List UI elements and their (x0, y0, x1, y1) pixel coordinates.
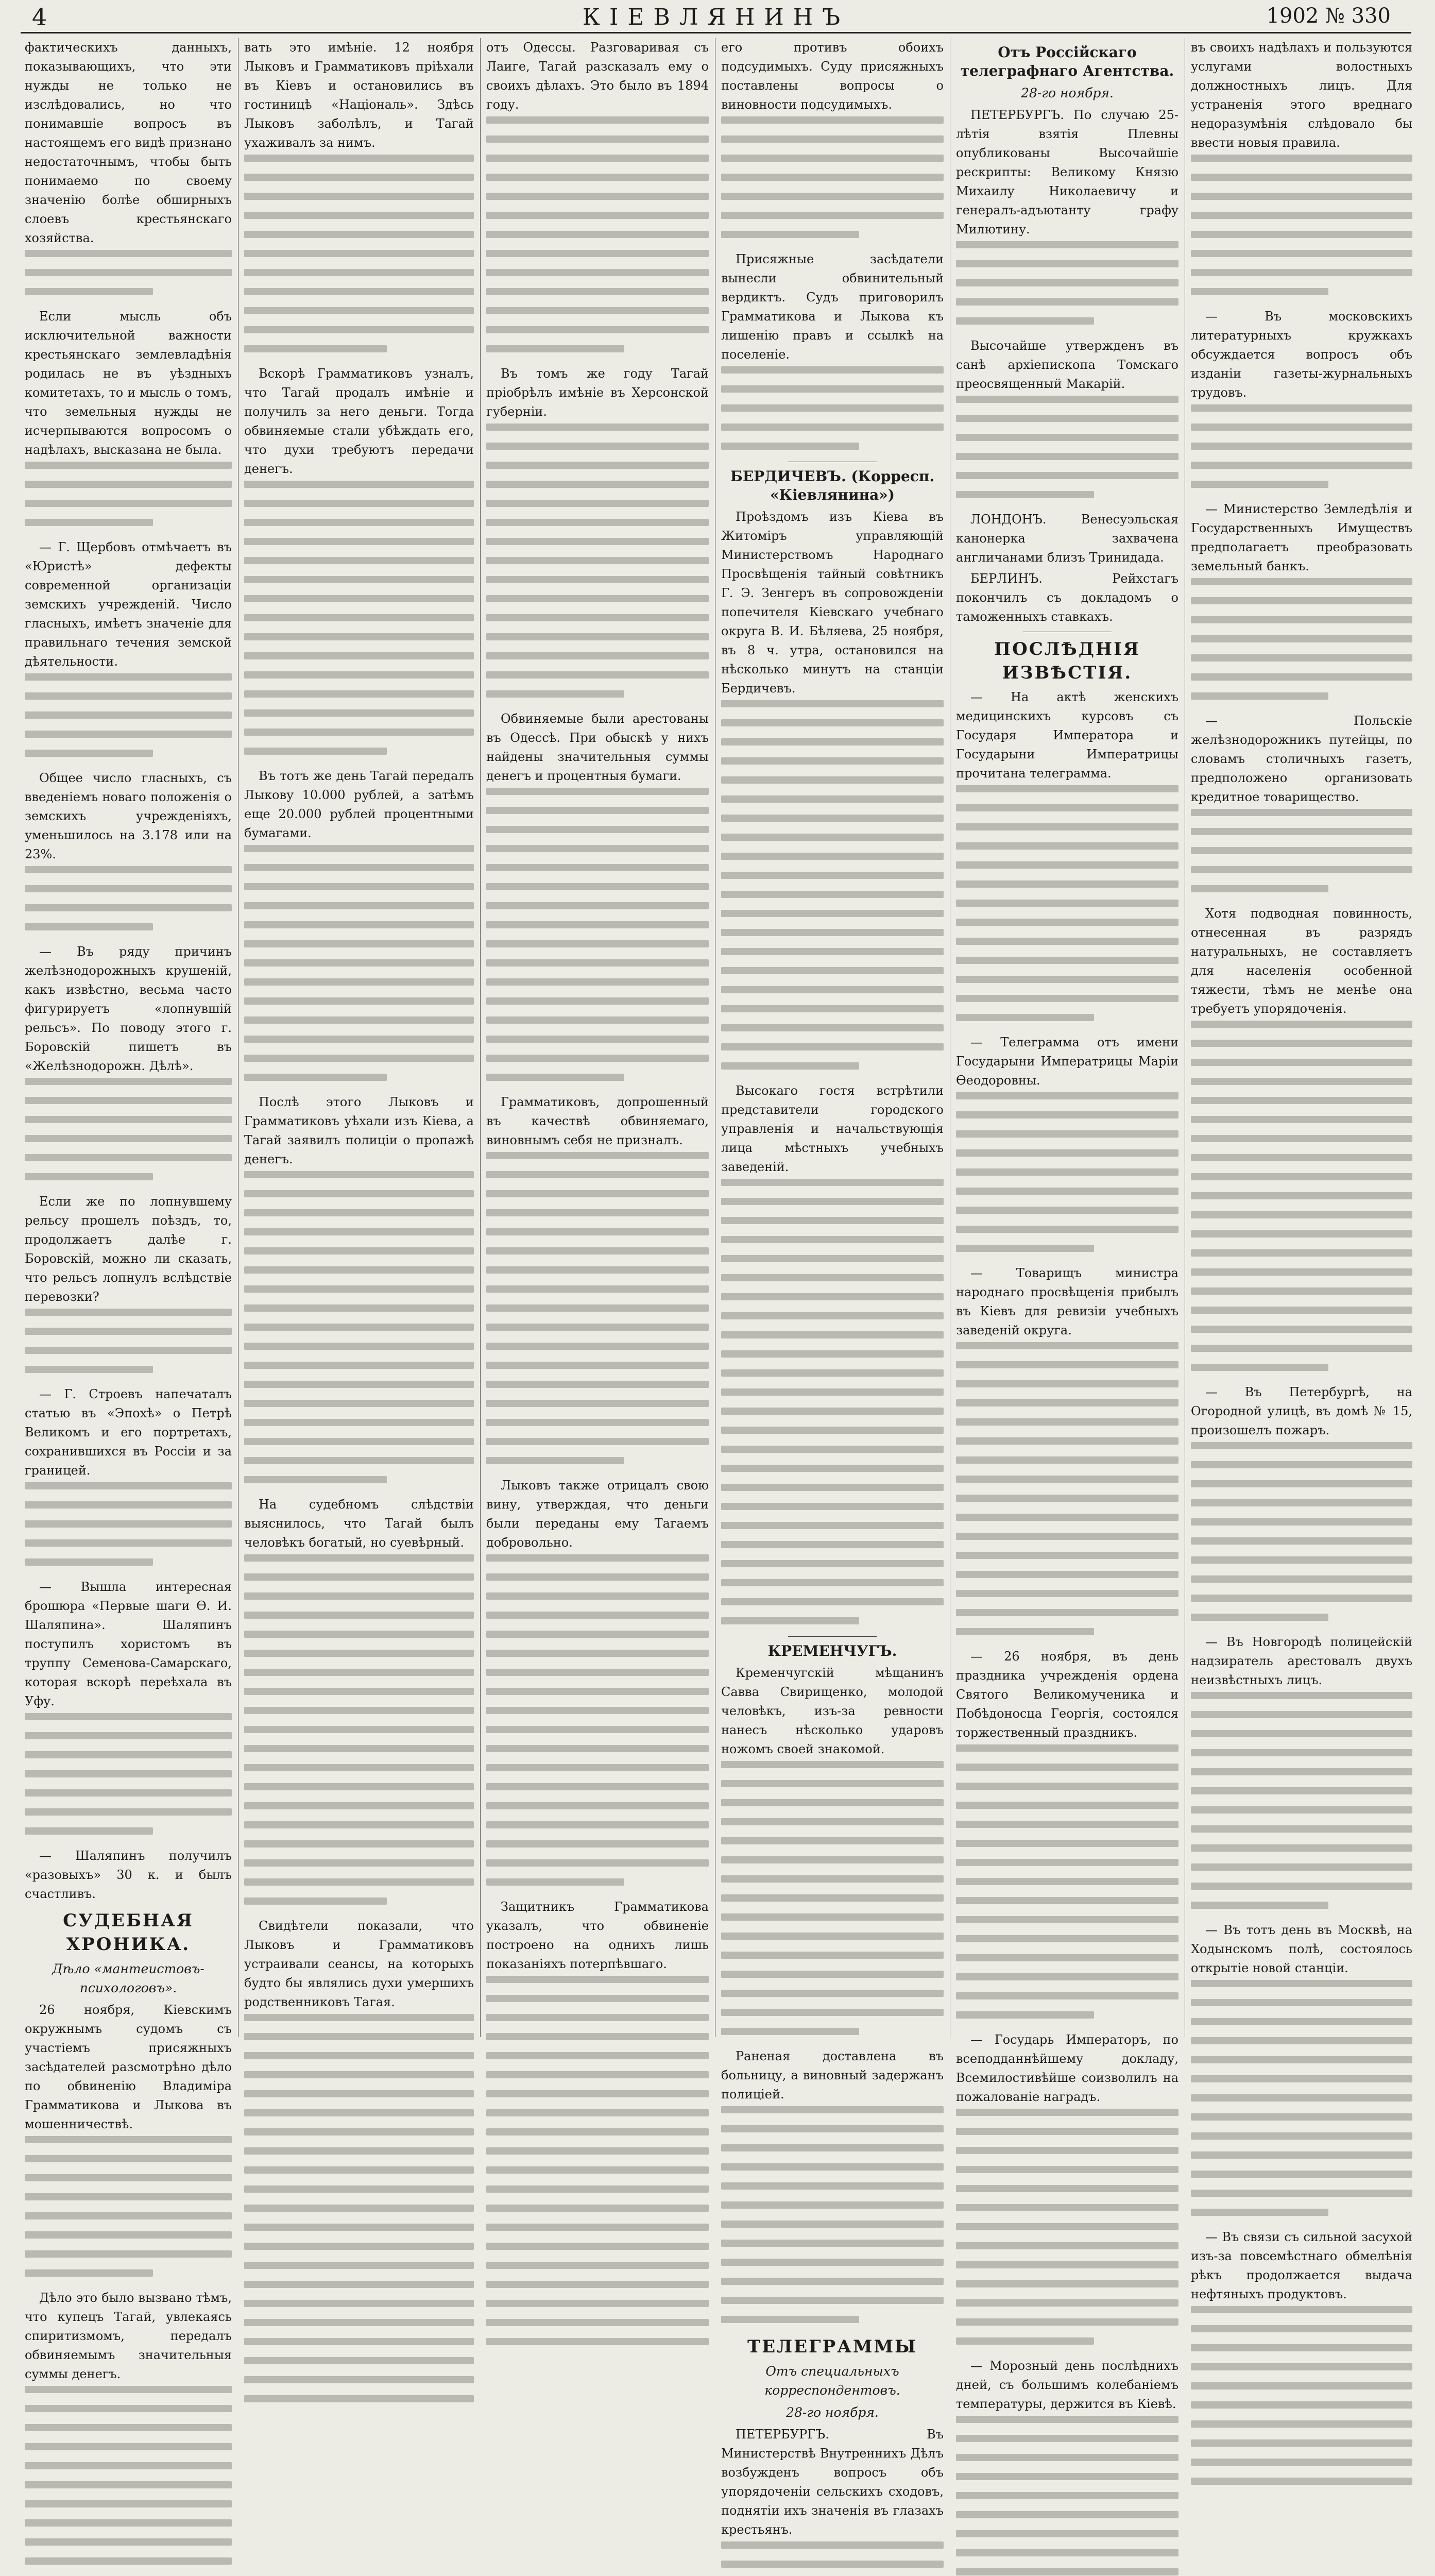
separator (788, 1636, 877, 1637)
text-lines (1191, 1021, 1412, 1371)
latest-news-title: ПОСЛѢДНІЯ ИЗВѢСТІЯ. (994, 639, 1141, 683)
text-lines (721, 700, 944, 1070)
text-lines (244, 1554, 474, 1905)
paragraph: фактическихъ данныхъ, показывающихъ, что эти нужды не только не изслѣдовались, но что понимавшіе вопросъ въ настоящемъ его видѣ признано недостаточнымъ, чтобы быть понимаемо по своему значенію болѣе обширныхъ слоевъ крестьянскаго хозяйства. (25, 40, 232, 245)
text-lines (956, 1342, 1178, 1635)
paragraph: Вскорѣ Грамматиковъ узналъ, что Тагай продалъ имѣніе и получилъ за него деньги. Тогда обвиняемые стали убѣждать его, что духи требуютъ передачи денегъ. (244, 366, 474, 476)
paragraph: — Въ ряду причинъ желѣзнодорожныхъ крушеній, какъ извѣстно, весьма часто фигурируетъ «лопнувшій рельсъ». По поводу этого г. Боровскій пишетъ въ «Желѣзнодорожн. Дѣлѣ». (25, 944, 232, 1073)
paragraph: ЛОНДОНЪ. Венесуэльская канонерка захвачена англичанами близъ Тринидада. (956, 512, 1178, 565)
paragraph: Проѣздомъ изъ Кіева въ Житоміръ управляющій Министерствомъ Народнаго Просвѣщенія тайный совѣтникъ Г. Э. Зенгеръ въ сопровожденіи попечителя Кіевскаго учебнаго округа В. И. Бѣляева, 25 ноября, въ 8 ч. утра, остановился на нѣсколько минутъ на станціи Бердичевъ. (721, 510, 944, 696)
paragraph: Обвиняемые были арестованы въ Одессѣ. При обыскѣ у нихъ найдены значительныя суммы денегъ и процентныя бумаги. (486, 711, 709, 783)
text-lines (956, 785, 1178, 1021)
text-lines (1191, 1980, 1412, 2216)
paragraph: Дѣло это было вызвано тѣмъ, что купецъ Тагай, увлекаясь спиритизмомъ, передалъ обвиняемымъ значительныя суммы денегъ. (25, 2291, 232, 2381)
text-lines (721, 2106, 944, 2323)
paragraph: въ своихъ надѣлахъ и пользуются услугами волостныхъ должностныхъ лицъ. Для устраненія этого вреднаго недоразумѣнія слѣдовало бы ввести новыя правила. (1191, 40, 1412, 150)
news-title-berdichev: БЕРДИЧЕВЪ. (Корресп. «Кіевлянина») (730, 468, 935, 503)
paragraph: Защитникъ Грамматикова указалъ, что обвиненіе построено на однихъ лишь показаніяхъ потерпѣвшаго. (486, 1900, 709, 1971)
paragraph: — Вышла интересная брошюра «Первые шаги Ѳ. И. Шаляпина». Шаляпинъ поступилъ хористомъ въ труппу Семенова-Самарскаго, которая вскорѣ переѣхала въ Уфу. (25, 1580, 232, 1708)
text-lines (721, 2541, 944, 2576)
section-title: СУДЕБНАЯ ХРОНИКА. (63, 1910, 194, 1955)
section-subtitle: Дѣло «мантеистовъ-психологовъ». (52, 1961, 204, 1995)
paragraph: — Въ Петербургѣ, на Огородной улицѣ, въ домѣ № 15, произошелъ пожаръ. (1191, 1385, 1412, 1437)
text-lines (956, 2109, 1178, 2345)
paragraph: Въ тотъ же день Тагай передалъ Лыкову 10.000 рублей, а затѣмъ еще 20.000 рублей процентными бумагами. (244, 769, 474, 840)
paragraph: — Въ тотъ день въ Москвѣ, на Ходынскомъ полѣ, состоялось открытіе новой станціи. (1191, 1923, 1412, 1975)
paragraph: — Государь Императоръ, по всеподданнѣйшему докладу, Всемилостивѣйше соизволилъ на пожалованіе наградъ. (956, 2032, 1178, 2104)
text-lines (25, 1309, 232, 1373)
column-1 (25, 38, 232, 2381)
paragraph: отъ Одессы. Разговаривая съ Лаиге, Тагай разсказалъ ему о своихъ дѣлахъ. Это было въ 1894 году. (486, 40, 709, 112)
text-lines (486, 1976, 709, 2345)
text-lines (1191, 578, 1412, 700)
text-lines (721, 1179, 944, 1624)
paragraph: Послѣ этого Лыковъ и Грамматиковъ уѣхали изъ Кіева, а Тагай заявилъ полиціи о пропажѣ денегъ. (244, 1095, 474, 1166)
paragraph: — Польскіе желѣзнодорожникъ путейцы, по словамъ столичныхъ газетъ, предположено организовать кредитное товарищество. (1191, 714, 1412, 804)
text-lines (1191, 1692, 1412, 1909)
paragraph: Хотя подводная повинность, отнесенная въ разрядъ натуральныхъ, не составляетъ для населенія особенной тяжести, тѣмъ не менѣе она требуетъ упорядоченія. (1191, 906, 1412, 1016)
text-lines (956, 396, 1178, 498)
paragraph: — Г. Строевъ напечаталъ статью въ «Эпохѣ» о Петрѣ Великомъ и его портретахъ, сохранившихся въ Россіи и за границей. (25, 1387, 232, 1478)
telegrams-subtitle: Отъ специальныхъ корреспондентовъ. (764, 2364, 900, 2398)
text-lines (25, 2136, 232, 2277)
text-lines (25, 1482, 232, 1566)
text-lines (1191, 809, 1412, 892)
column-4 (721, 38, 944, 2537)
text-lines (1191, 1442, 1412, 1621)
text-lines (1191, 2306, 1412, 2485)
column-6 (1191, 38, 1412, 2301)
text-lines (486, 116, 709, 352)
paragraph: Раненая доставлена въ больницу, а виновный задержанъ полиціей. (721, 2049, 944, 2102)
paragraph: Присяжные засѣдатели вынесли обвинительный вердиктъ. Судъ приговорилъ Грамматикова и Лыкова къ лишенію правъ и ссылкѣ на поселеніе. (721, 252, 944, 362)
text-lines (486, 423, 709, 698)
text-lines (25, 866, 232, 930)
text-lines (1191, 155, 1412, 295)
news-title-kremenchug: КРЕМЕНЧУГЪ. (767, 1642, 897, 1659)
paragraph: — На актѣ женскихъ медицинскихъ курсовъ съ Государя Императора и Государыни Императрицы прочитана телеграмма. (956, 690, 1178, 781)
paragraph: — Г. Щербовъ отмѣчаетъ въ «Юристѣ» дефекты современной организаціи земскихъ учрежденій. Число гласныхъ, имѣетъ значеніе для правильнаго течения земской дѣятельности. (25, 540, 232, 669)
paragraph: Въ томъ же году Тагай пріобрѣлъ имѣніе въ Херсонской губерніи. (486, 366, 709, 419)
text-lines (956, 2416, 1178, 2576)
paragraph: Кременчугскій мѣщанинъ Савва Свирищенко, молодой человѣкъ, изъ-за ревности нанесъ нѣсколько ударовъ ножомъ своей знакомой. (721, 1666, 944, 1756)
text-lines (25, 462, 232, 526)
page-number: 4 (32, 3, 47, 31)
paragraph: его противъ обоихъ подсудимыхъ. Суду присяжныхъ поставлены вопросы о виновности подсудимыхъ. (721, 40, 944, 112)
paragraph: — Шаляпинъ получилъ «разовыхъ» 30 к. и былъ счастливъ. (25, 1849, 232, 1901)
text-lines (486, 1554, 709, 1886)
text-lines (25, 673, 232, 757)
telegrams-title: ТЕЛЕГРАММЫ (747, 2336, 918, 2357)
paragraph: — Телеграмма отъ имени Государыни Императрицы Маріи Ѳеодоровны. (956, 1035, 1178, 1088)
paragraph: — Въ Новгородѣ полицейскій надзиратель арестовалъ двухъ неизвѣстныхъ лицъ. (1191, 1635, 1412, 1687)
paragraph: На судебномъ слѣдствіи выяснилось, что Тагай былъ человѣкъ богатый, но суевѣрный. (244, 1497, 474, 1550)
agency-title: Отъ Россійскаго телеграфнаго Агентства. (960, 44, 1174, 79)
paragraph: — Морозный день послѣднихъ дней, съ большимъ колебаніемъ температуры, держится въ Кіевѣ. (956, 2359, 1178, 2411)
column-divider (480, 38, 481, 2037)
text-lines (244, 1171, 474, 1483)
paragraph: Лыковъ также отрицалъ свою вину, утверждая, что деньги были переданы ему Тагаемъ добровольно. (486, 1478, 709, 1550)
paragraph: БЕРЛИНЪ. Рейхстагъ покончилъ съ докладомъ о таможенныхъ ставкахъ. (956, 571, 1178, 624)
text-lines (25, 250, 232, 295)
column-3 (486, 38, 709, 2047)
paragraph: ПЕТЕРБУРГЪ. Въ Министерствѣ Внутреннихъ Дѣлъ возбужденъ вопросъ объ упорядоченіи сельскихъ сходовъ, поднятіи ихъ значенія въ глазахъ крестьянъ. (721, 2427, 944, 2537)
paragraph: 26 ноября, Кіевскимъ окружнымъ судомъ съ участіемъ присяжныхъ засѣдателей разсмотрѣно дѣло по обвиненію Владиміра Грамматикова и Лыкова въ мошенничествѣ. (25, 2003, 232, 2131)
paragraph: Если мысль объ исключительной важности крестьянскаго землевладѣнія родилась не въ уѣздныхъ комитетахъ, то и мысль о томъ, что земельныя нужды не исчерпываются вопросомъ о надѣлахъ, высказана не была. (25, 309, 232, 457)
newspaper-title: КІЕВЛЯНИНЪ (582, 4, 850, 30)
text-lines (244, 481, 474, 755)
agency-date: 28-го ноября. (1021, 86, 1114, 100)
text-lines (956, 1092, 1178, 1252)
text-lines (721, 366, 944, 450)
paragraph: ПЕТЕРБУРГЪ. По случаю 25-лѣтія взятія Плевны опубликованы Высочайшіе рескрипты: Великому Князю Михаилу Николаевичу и генералъ-адъютанту графу Милютину. (956, 108, 1178, 236)
paragraph: Высокаго гостя встрѣтили представители городского управленія и начальствующія лица мѣстныхъ учебныхъ заведеній. (721, 1083, 944, 1174)
text-lines (244, 2014, 474, 2402)
text-lines (25, 1078, 232, 1180)
paragraph: Свидѣтели показали, что Лыковъ и Грамматиковъ устраивали сеансы, на которыхъ будто бы являлись духи умершихъ родственниковъ Тагая. (244, 1919, 474, 2009)
paragraph: — Въ связи съ сильной засухой изъ-за повсемѣстнаго обмелѣнія рѣкъ продолжается выдача нефтяныхъ продуктовъ. (1191, 2230, 1412, 2301)
paragraph: — Министерство Земледѣлія и Государственныхъ Имуществъ предполагаетъ преобразовать земельный банкъ. (1191, 502, 1412, 573)
text-lines (486, 788, 709, 1081)
telegrams-date: 28-го ноября. (786, 2405, 879, 2420)
text-lines (486, 1152, 709, 1464)
text-lines (25, 1713, 232, 1835)
issue-number: 1902 № 330 (1266, 4, 1391, 28)
paragraph: Грамматиковъ, допрошенный въ качествѣ обвиняемаго, виновнымъ себя не призналъ. (486, 1095, 709, 1147)
text-lines (244, 845, 474, 1081)
column-5 (956, 38, 1178, 2411)
paragraph: Высочайше утвержденъ въ санѣ архіепископа Томскаго преосвященный Макарій. (956, 338, 1178, 391)
paragraph: вать это имѣніе. 12 ноября Лыковъ и Грамматиковъ пріѣхали въ Кіевъ и остановились въ гостиницѣ «Національ». Здѣсь Лыковъ заболѣлъ, и Тагай ухаживалъ за нимъ. (244, 40, 474, 150)
paragraph: Если же по лопнувшему рельсу прошелъ поѣздъ, то, продолжаетъ далѣе г. Боровскій, можно ли сказать, что рельсъ лопнулъ вслѣдствіе перевозки? (25, 1194, 232, 1304)
text-lines (1191, 404, 1412, 488)
text-lines (721, 1761, 944, 2035)
text-lines (25, 2386, 232, 2576)
text-lines (721, 116, 944, 238)
column-2 (244, 38, 474, 2047)
paragraph: — Въ московскихъ литературныхъ кружкахъ обсуждается вопросъ объ изданіи газеты-журнальныхъ трудовъ. (1191, 309, 1412, 400)
text-lines (956, 241, 1178, 325)
text-lines (956, 1744, 1178, 2019)
paragraph: Общее число гласныхъ, съ введеніемъ новаго положенія о земскихъ учрежденіяхъ, уменьшилось на 3.178 или на 23%. (25, 771, 232, 861)
paragraph: — 26 ноября, въ день праздника учрежденія ордена Святого Великомученика и Побѣдоносца Георгія, состоялся торжественный праздникъ. (956, 1649, 1178, 1740)
masthead (21, 0, 1411, 33)
text-lines (244, 155, 474, 352)
paragraph: — Товарищъ министра народнаго просвѣщенія прибылъ въ Кіевъ для ревизіи учебныхъ заведеній округа. (956, 1266, 1178, 1337)
